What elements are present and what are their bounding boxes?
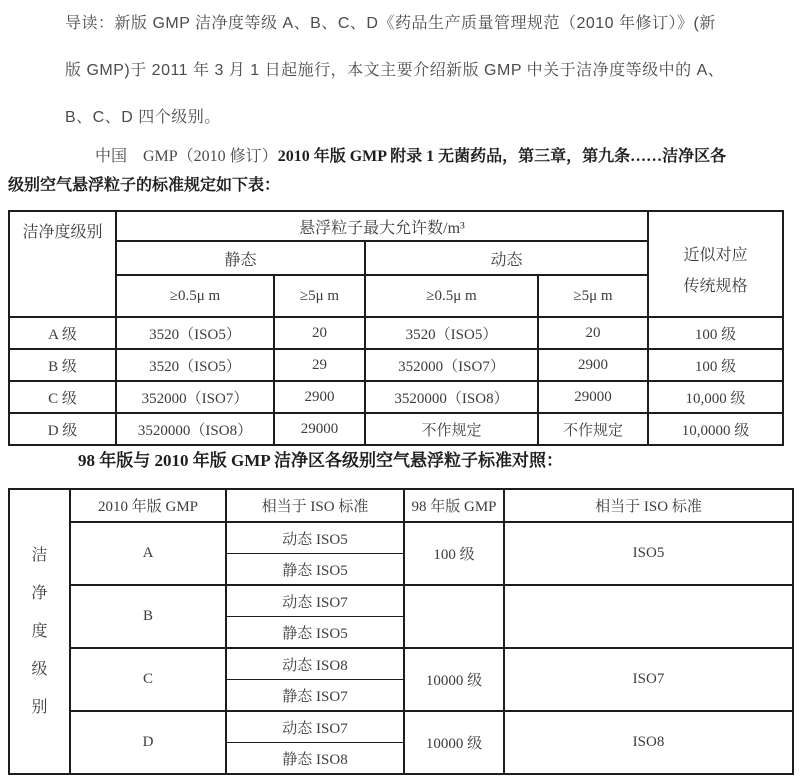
traditional-cell: 10,0000 级 [648,413,783,445]
dynamic-5-cell: 2900 [538,349,648,381]
table2-side-label: 洁净度级别 [31,546,48,716]
dynamic-05-cell: 3520（ISO5） [365,317,538,349]
table1-traditional-spec-header [648,211,783,317]
table1-dynamic-header: 动态 [365,241,648,275]
comparison-heading: 98 年版与 2010 年版 GMP 洁净区各级别空气悬浮粒子标准对照： [78,451,563,470]
table1-particles-header: 悬浮粒子最大允许数/m³ [116,211,648,241]
grade-cell: D [70,711,226,774]
intro-line-2: 版 GMP)于 2011 年 3 月 1 日起施行，本文主要介绍新版 GMP 中关于洁净度等级中的 A、 [65,62,725,79]
table1-header-row-1 [9,211,783,241]
static-05-cell: 3520（ISO5） [116,317,274,349]
grade-cell: A [70,522,226,585]
gmp-paragraph-bold-text: 2010 年版 GMP 附录 1 无菌药品，第三章，第九条……洁净区各 [277,148,727,165]
dynamic-5-cell: 不作规定 [538,413,648,445]
grade-cell: C 级 [9,381,116,413]
table1-row-grade-a [9,317,783,349]
static-05-cell: 3520000（ISO8） [116,413,274,445]
dynamic-5-cell: 29000 [538,381,648,413]
table1-static-header: 静态 [116,241,365,275]
static-iso-cell: 静态 ISO8 [226,743,404,775]
table1-static-ge05-header: ≥0.5μ m [116,275,274,317]
iso-equivalent-cell: ISO8 [504,711,793,774]
table2-header-2010gmp: 2010 年版 GMP [70,489,226,522]
traditional-cell: 10,000 级 [648,381,783,413]
grade-cell: B 级 [9,349,116,381]
static-5-cell: 29 [274,349,365,381]
traditional-cell: 100 级 [648,317,783,349]
table2-row-b-dynamic [9,585,793,617]
table2-header-iso-old: 相当于 ISO 标准 [504,489,793,522]
static-iso-cell: 静态 ISO5 [226,617,404,649]
iso-equivalent-cell: ISO7 [504,648,793,711]
dynamic-iso-cell: 动态 ISO7 [226,711,404,743]
gmp-comparison-table [8,488,794,775]
dynamic-05-cell: 352000（ISO7） [365,349,538,381]
grade-cell: A 级 [9,317,116,349]
grade-cell: C [70,648,226,711]
intro-paragraph [65,0,755,141]
gmp-paragraph-line-1 [8,142,790,171]
iso-equivalent-cell [504,585,793,648]
static-05-cell: 3520（ISO5） [116,349,274,381]
dynamic-iso-cell: 动态 ISO5 [226,522,404,554]
iso-equivalent-cell: ISO5 [504,522,793,585]
table2-side-label-cell [9,489,70,774]
table2-header-98gmp: 98 年版 GMP [404,489,504,522]
table1-static-ge5-header: ≥5μ m [274,275,365,317]
dynamic-iso-cell: 动态 ISO7 [226,585,404,617]
legacy-class-cell: 100 级 [404,522,504,585]
table1-dynamic-ge05-header: ≥0.5μ m [365,275,538,317]
intro-line-1: 导读：新版 GMP 洁净度等级 A、B、C、D《药品生产质量管理规范（2010 年修订）》(新 [65,15,716,32]
traditional-cell: 100 级 [648,349,783,381]
table2-row-d-dynamic [9,711,793,743]
gmp-reference-paragraph [8,142,790,200]
legacy-class-cell: 10000 级 [404,711,504,774]
dynamic-5-cell: 20 [538,317,648,349]
legacy-class-cell [404,585,504,648]
table2-row-a-dynamic [9,522,793,554]
table2-row-c-dynamic [9,648,793,680]
dynamic-iso-cell: 动态 ISO8 [226,648,404,680]
static-5-cell: 29000 [274,413,365,445]
static-iso-cell: 静态 ISO5 [226,554,404,586]
gmp-paragraph-regular-text: 中国 GMP（2010 修订） [95,148,278,165]
dynamic-05-cell: 不作规定 [365,413,538,445]
static-iso-cell: 静态 ISO7 [226,680,404,712]
table1-row-grade-b [9,349,783,381]
table1-dynamic-ge5-header: ≥5μ m [538,275,648,317]
intro-line-3: B、C、D 四个级别。 [65,109,221,126]
table1-row-grade-d [9,413,783,445]
static-5-cell: 2900 [274,381,365,413]
gmp-paragraph-line-2: 级别空气悬浮粒子的标准规定如下表： [8,177,281,194]
static-05-cell: 352000（ISO7） [116,381,274,413]
table1-grade-column-header: 洁净度级别 [9,211,116,317]
table2-header-row [9,489,793,522]
grade-cell: D 级 [9,413,116,445]
particle-standards-table [8,210,784,446]
static-5-cell: 20 [274,317,365,349]
table1-row-grade-c [9,381,783,413]
table1-traditional-header-line-2: 传统规格 [683,278,748,295]
legacy-class-cell: 10000 级 [404,648,504,711]
grade-cell: B [70,585,226,648]
dynamic-05-cell: 3520000（ISO8） [365,381,538,413]
table2-header-iso-new: 相当于 ISO 标准 [226,489,404,522]
table1-traditional-header-line-1: 近似对应 [683,247,748,264]
